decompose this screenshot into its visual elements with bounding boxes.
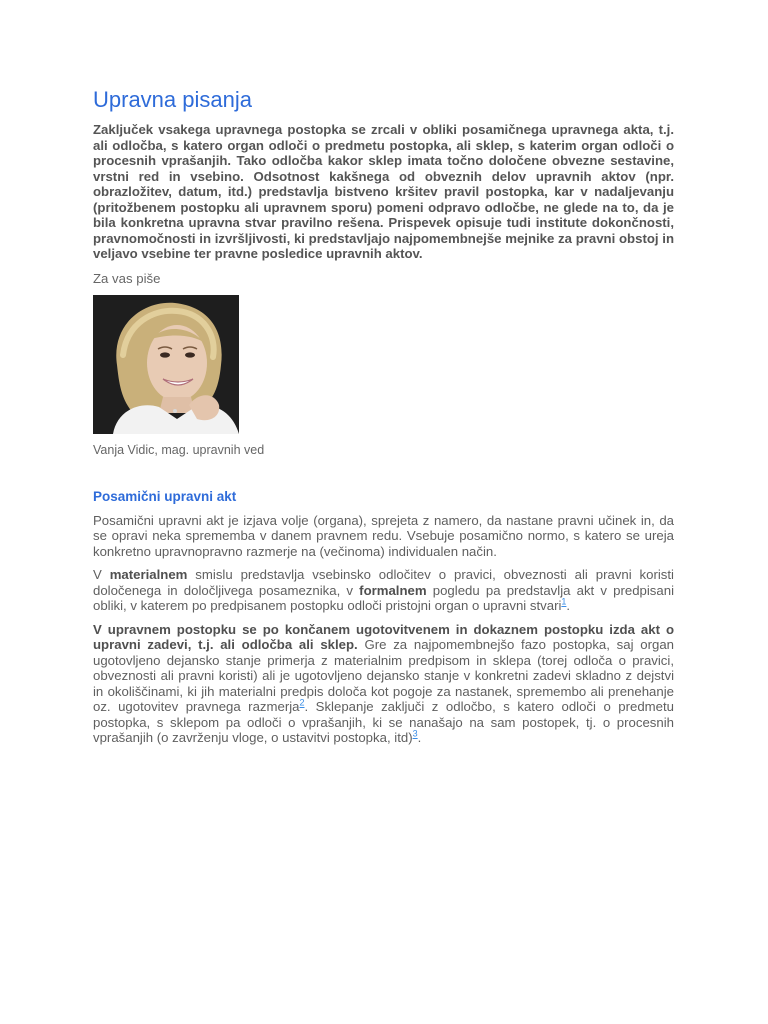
author-caption: Vanja Vidic, mag. upravnih ved — [93, 442, 265, 457]
article — [93, 86, 674, 746]
text-run: smislu predstavlja vsebinsko odločitev o pravici, obveznosti ali pravni koristi določenega in določljivega posameznika, v — [93, 567, 674, 598]
section-heading: Posamični upravni akt — [93, 488, 237, 504]
paragraph-procedure — [93, 622, 674, 746]
paragraph-definition: Posamični upravni akt je izjava volje (organa), sprejeta z namero, da nastane pravni učinek in, da se opravi neka sprememba v danem pravnem redu. Vsebuje posamično normo, s katero se ureja konkretno upravnopravno razmerje na (večinoma) individualen način. — [93, 512, 674, 559]
text-run: . Sklepanje zaključi z odločbo, s katero odloči o predmetu postopka, s sklepom pa odloči o vprašanjih, ki se nanašajo na sam postopek, tj. o procesnih vprašanjih (o zavrženju vloge, o ustavitvi postopka, itd) — [93, 699, 674, 745]
footnote-link-3[interactable]: 3 — [412, 728, 418, 739]
text-run: pogledu pa predstavlja akt v predpisani obliki, v katerem po predpisanem postopku odloči pristojni organ o upravni stvari — [93, 582, 674, 613]
lead-paragraph: Zaključek vsakega upravnega postopka se zrcali v obliki posamičnega upravnega akta, t.j. ali odločba, s katero organ odloči o predmetu postopka, ali sklep, s katerim organ odloči o procesnih vprašanjih. Tako odločba kakor sklep imata točno določene obvezne sestavine, vrstni red in vsebino. Odsotnost kakšnega od obveznih delov upravnih aktov (npr. obrazložitev, datum, itd.) predstavlja bistveno kršitev pravil postopka, kar v nadaljevanju (pritožbenem postopku ali upravnem sporu) pomeni odpravo odločbe, ne glede na to, da je bila konkretna upravna stvar pravilno rešena. Prispevek opisuje tudi institute dokončnosti, pravnomočnosti in izvršljivosti, ki predstavljajo najpomembnejše mejnike za pravni obstoj in veljavo vsebine ter pravne posledice upravnih aktov. — [93, 122, 674, 261]
bold-statement: V upravnem postopku se po končanem ugotovitvenem in dokaznem postopku izda akt o upravni zadevi, t.j. ali odločba ali sklep. — [93, 621, 674, 652]
page-title: Upravna pisanja — [93, 87, 252, 112]
text-run: Gre za najpomembnejšo fazo postopka, saj organ ugotovljeno dejansko stanje primerja z materialnim predpisom in sklepa (torej odloča o pravici, obveznosti ali pravni koristi) ali je ugotovljeno dejansko stanje v konkretni zadevi skladno z dejstvi in okoliščinami, ki jih materialni predpis določa kot pogoje za nastanek, spremembo ali prenehanje oz. ugotovitev pravnega razmerja — [93, 637, 674, 714]
bold-term-formal: formalnem — [359, 582, 427, 598]
text-run: V — [93, 567, 110, 582]
paragraph-material-formal — [93, 567, 674, 614]
text-run: . — [417, 730, 422, 745]
author-photo — [93, 295, 239, 434]
footnote-link-1[interactable]: 1 — [561, 596, 567, 607]
bold-term-material: materialnem — [109, 567, 188, 582]
byline: Za vas piše — [93, 270, 161, 286]
footnote-link-2[interactable]: 2 — [299, 697, 305, 708]
author-portrait-image — [93, 295, 239, 434]
text-run: . — [566, 598, 571, 613]
